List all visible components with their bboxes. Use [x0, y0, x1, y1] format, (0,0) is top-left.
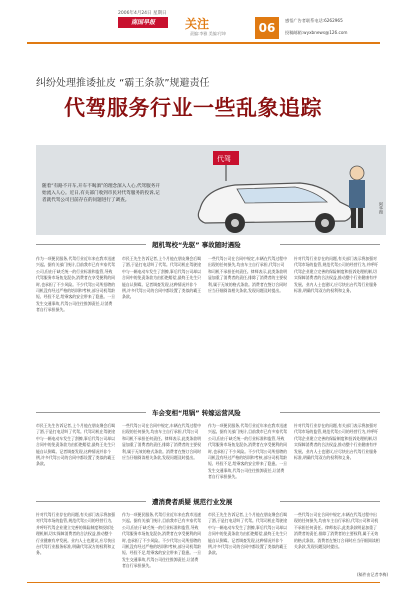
body-column-5: 市民王先生告诉记者,上个月他在朋友聚会后喝了酒,于是打电话叫了代驾。代驾司机在驾驶途中与一辆电动车发生了刮擦,事后代驾公司却以合同中的免责条款为由拒绝赔偿,最终王先生只能自认倒霉。记者调查发现,这种情况并非个例,许多代驾公司的合同中都设置了类似的霸王条款。: [36, 423, 116, 467]
email-text: 投稿邮箱:wyxbnews@126.com: [285, 30, 348, 35]
divider-line: [36, 412, 146, 413]
newspaper-logo: 南国早报: [118, 17, 168, 28]
lead-paragraph: 随着“有路不开车,开车不喝酒”的理念深入人心,代驾服务开始流入人心。近日,有关部门收到市民对代驾服务的投诉,记者就代驾公司目前存在的问题进行了调查。: [42, 184, 160, 203]
body-column-12: 一些代驾公司在合同中规定,车辆在代驾过程中出现的任何损失,均由车主自行承担,代驾公司和司机不承担任何责任。律师表示,此类条款明显加重了消费者的责任,排除了消费者的主要权利,属于无效的格式条款。消费者在签订合同时应当仔细阅读相关条款,发现问题及时提出。: [294, 512, 380, 550]
header-rule: [27, 42, 380, 44]
body-column-10: 作为一项便民服务,代驾行业近年来在我市迅速兴起。据有关部门统计,目前我市已有多家代驾公司,但由于缺乏统一的行业标准和监管,导致代驾服务市场鱼龙混杂,消费者在享受便利的同时,也承担了不少风险。不少代驾公司所招聘的司机没有经过严格的培训和考核,部分司机驾龄短、经验不足,给乘客的安全带来了隐患。一旦发生交通事故,代驾公司往往推卸责任,让消费者自行承担损失。: [122, 512, 202, 569]
subheading-1: 超机驾校“先驱” 事故随时遇险: [152, 241, 241, 249]
car-illustration: [165, 147, 380, 235]
divider-line: [280, 501, 380, 502]
issue-date: 2006年4月24日 星期日: [118, 11, 167, 16]
byline-note: (稿件由记者李梅): [357, 572, 389, 577]
divider-line: [280, 412, 380, 413]
daijia-sign-text: 代驾: [217, 155, 231, 163]
body-column-3: 一些代驾公司在合同中规定,车辆在代驾过程中出现的任何损失,均由车主自行承担,代驾公司和司机不承担任何责任。律师表示,此类条款明显加重了消费者的责任,排除了消费者的主要权利,属于无效的格式条款。消费者在签订合同时应当仔细阅读相关条款,发现问题及时提出。: [208, 256, 288, 294]
body-column-11: 市民王先生告诉记者,上个月他在朋友聚会后喝了酒,于是打电话叫了代驾。代驾司机在驾驶途中与一辆电动车发生了刮擦,事后代驾公司却以合同中的免责条款为由拒绝赔偿,最终王先生只能自认倒霉。记者调查发现,这种情况并非个例,许多代驾公司的合同中都设置了类似的霸王条款。: [208, 512, 288, 556]
hotline-text: 感悟广告者联系电话:6262965: [285, 18, 343, 23]
divider-line: [36, 501, 146, 502]
divider-line: [280, 244, 380, 245]
article-kicker: 纠纷处理推诿扯皮 “霸王条款”规避责任: [36, 78, 210, 89]
driver-head: [350, 166, 364, 180]
divider-line: [36, 244, 146, 245]
subheading-3: 遭消费者质疑 规范行业发展: [152, 498, 233, 506]
body-column-6: 一些代驾公司在合同中规定,车辆在代驾过程中出现的任何损失,均由车主自行承担,代驾公司和司机不承担任何责任。律师表示,此类条款明显加重了消费者的责任,排除了消费者的主要权利,属于无效的格式条款。消费者在签订合同时应当仔细阅读相关条款,发现问题及时提出。: [122, 423, 202, 461]
footer-rule: [27, 582, 380, 583]
body-column-9: 针对代驾行业存在的问题,有关部门表示将加强对代驾市场的监管,规范代驾公司的经营行为,并呼吁代驾企业建立完善的保险制度和投诉处理机制,切实保障消费者的合法权益,推动整个行业健康有序发展。业内人士也建议,应尽快出台代驾行业服务标准,明确代驾双方的权利和义务。: [36, 512, 116, 556]
page-number: 06: [255, 17, 279, 39]
body-column-1: 作为一项便民服务,代驾行业近年来在我市迅速兴起。据有关部门统计,目前我市已有多家代驾公司,但由于缺乏统一的行业标准和监管,导致代驾服务市场鱼龙混杂,消费者在享受便利的同时,也承担了不少风险。不少代驾公司所招聘的司机没有经过严格的培训和考核,部分司机驾龄短、经验不足,给乘客的安全带来了隐患。一旦发生交通事故,代驾公司往往推卸责任,让消费者自行承担损失。: [36, 256, 116, 313]
body-column-8: 针对代驾行业存在的问题,有关部门表示将加强对代驾市场的监管,规范代驾公司的经营行为,并呼吁代驾企业建立完善的保险制度和投诉处理机制,切实保障消费者的合法权益,推动整个行业健康有序发展。业内人士也建议,应尽快出台代驾行业服务标准,明确代驾双方的权利和义务。: [294, 423, 379, 461]
article-headline: 代驾服务行业一些乱象追踪: [64, 96, 322, 120]
photo-credit: 阿华摄: [379, 202, 384, 214]
body-column-4: 针对代驾行业存在的问题,有关部门表示将加强对代驾市场的监管,规范代驾公司的经营行为,并呼吁代驾企业建立完善的保险制度和投诉处理机制,切实保障消费者的合法权益,推动整个行业健康有序发展。业内人士也建议,应尽快出台代驾行业服务标准,明确代驾双方的权利和义务。: [294, 256, 379, 294]
subheading-2: 车会变相“甩锅” 转嫁运营风险: [152, 409, 241, 417]
body-column-2: 市民王先生告诉记者,上个月他在朋友聚会后喝了酒,于是打电话叫了代驾。代驾司机在驾驶途中与一辆电动车发生了刮擦,事后代驾公司却以合同中的免责条款为由拒绝赔偿,最终王先生只能自认倒霉。记者调查发现,这种情况并非个例,许多代驾公司的合同中都设置了类似的霸王条款。: [122, 256, 202, 300]
driver-body: [349, 180, 365, 208]
body-column-7: 作为一项便民服务,代驾行业近年来在我市迅速兴起。据有关部门统计,目前我市已有多家代驾公司,但由于缺乏统一的行业标准和监管,导致代驾服务市场鱼龙混杂,消费者在享受便利的同时,也承担了不少风险。不少代驾公司所招聘的司机没有经过严格的培训和考核,部分司机驾龄短、经验不足,给乘客的安全带来了隐患。一旦发生交通事故,代驾公司往往推卸责任,让消费者自行承担损失。: [208, 423, 288, 480]
section-title: 关注: [185, 17, 210, 31]
section-editors: 责编:李雅 美编:付坤: [190, 31, 226, 36]
